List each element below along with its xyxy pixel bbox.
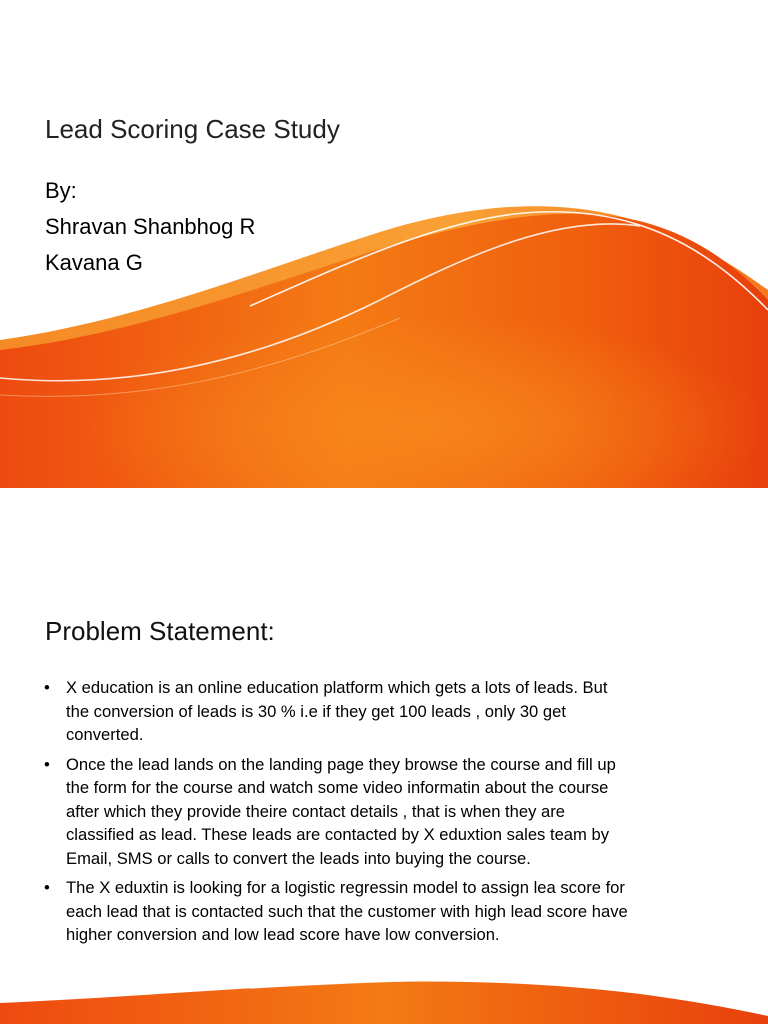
bullet-text-line: classified as lead. These leads are contacted by X eduxtion sales team by: [66, 825, 609, 844]
author-name: Kavana G: [45, 250, 143, 275]
bullet-list: [44, 676, 724, 953]
bullet-text-line: the form for the course and watch some video informatin about the course: [66, 778, 609, 797]
bullet-text-line: X education is an online education platform which gets a lots of leads. But: [66, 678, 608, 697]
bullet-icon: •: [44, 754, 50, 774]
by-label: By:: [45, 178, 77, 203]
bullet-text-line: the conversion of leads is 30 % i.e if they get 100 leads , only 30 get: [66, 701, 566, 721]
list-item: [44, 876, 724, 947]
bullet-icon: •: [44, 878, 50, 897]
list-item: [44, 753, 724, 871]
presentation-title: Lead Scoring Case Study: [45, 114, 340, 144]
bullet-text-line: each lead that is contacted such that the customer with high lead score have: [66, 901, 628, 921]
orange-wave-graphic: [0, 0, 768, 488]
bullet-text-line: The X eduxtin is looking for a logistic regressin model to assign lea score for: [66, 878, 625, 897]
author-name: Shravan Shanbhog R: [45, 214, 256, 239]
bullet-icon: •: [44, 678, 50, 697]
bullet-text-line: Email, SMS or calls to convert the leads into buying the course.: [66, 848, 531, 868]
bullet-text-line: after which they provide theire contact details , that is when they are: [66, 801, 566, 821]
bullet-text-line: higher conversion and low lead score have low conversion.: [66, 925, 500, 944]
title-slide: [0, 0, 768, 488]
slide-heading: Problem Statement:: [45, 616, 275, 646]
problem-statement-slide: [0, 488, 768, 1024]
bullet-text-line: converted.: [66, 725, 144, 744]
list-item: [44, 676, 724, 747]
bullet-text-line: Once the lead lands on the landing page they browse the course and fill up: [66, 754, 616, 774]
